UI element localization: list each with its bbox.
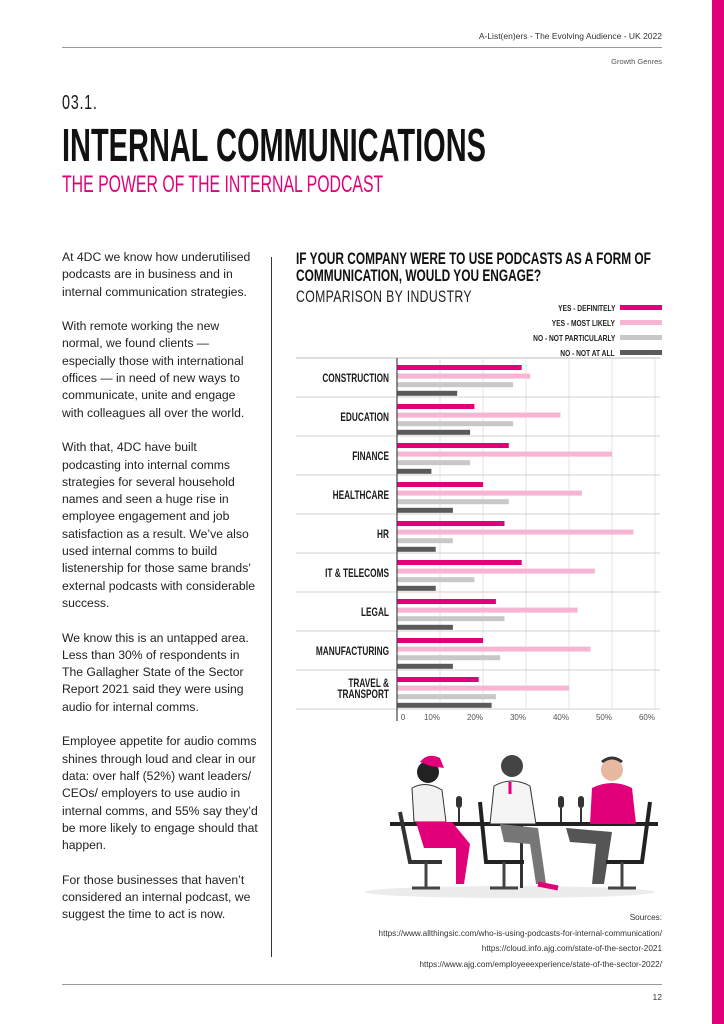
legend-item xyxy=(510,300,662,315)
bar xyxy=(397,599,496,604)
category-label: HR xyxy=(377,528,389,542)
bar xyxy=(397,664,453,669)
category-label: FINANCE xyxy=(352,450,389,464)
sources-label: Sources: xyxy=(629,913,662,922)
legend-label: NO - NOT PARTICULARLY xyxy=(532,332,615,343)
bar xyxy=(397,443,509,448)
chart-subtitle: COMPARISON BY INDUSTRY xyxy=(296,287,472,306)
bar xyxy=(397,430,470,435)
bar xyxy=(397,569,595,574)
x-tick-label: 10% xyxy=(423,713,441,722)
page-subtitle: THE POWER OF THE INTERNAL PODCAST xyxy=(62,171,384,198)
bar xyxy=(397,625,453,630)
bar xyxy=(397,547,436,552)
x-tick-label: 60% xyxy=(638,713,656,722)
footer-divider xyxy=(62,984,662,985)
body-paragraph: With that, 4DC have built podcasting into internal comms strategies for several household names and seen a huge rise in employee engagement and job satisfaction as a result. We’ve also used internal comms to build listenership for those same brands’ external podcasts with considerable success. xyxy=(62,440,256,610)
bar xyxy=(397,365,522,370)
bar xyxy=(397,452,612,457)
body-paragraph: We know this is an untapped area. Less than 30% of respondents in The Gallagher State of the Sector Report 2021 said they were using audio for internal comms. xyxy=(62,630,249,714)
bar xyxy=(397,638,483,643)
bar xyxy=(397,677,479,682)
bar xyxy=(397,374,530,379)
bar xyxy=(397,460,470,465)
chart-legend xyxy=(510,300,662,360)
page-title: INTERNAL COMMUNICATIONS xyxy=(62,119,486,171)
legend-label: YES - DEFINITELY xyxy=(557,302,615,313)
category-label: HEALTHCARE xyxy=(332,489,389,503)
page-number: 12 xyxy=(652,992,662,1002)
legend-label: YES - MOST LIKELY xyxy=(551,317,615,328)
x-tick-label: 0 xyxy=(400,713,406,722)
bar xyxy=(397,560,522,565)
legend-item xyxy=(510,315,662,330)
bar xyxy=(397,694,496,699)
section-number: 03.1. xyxy=(62,92,98,114)
bar xyxy=(397,586,436,591)
body-paragraph: For those businesses that haven’t considered an internal podcast, we suggest the time to act is now. xyxy=(62,872,251,922)
category-label: CONSTRUCTION xyxy=(322,372,389,386)
bar xyxy=(397,508,453,513)
header-title: A-List(en)ers - The Evolving Audience - UK 2022 xyxy=(478,31,662,41)
source-link[interactable]: https://cloud.info.ajg.com/state-of-the-sector-2021 xyxy=(481,944,662,954)
body-text xyxy=(62,249,258,941)
sources xyxy=(379,910,662,972)
bar-chart xyxy=(296,355,666,727)
bar xyxy=(397,413,560,418)
bar xyxy=(397,499,509,504)
x-tick-label: 40% xyxy=(552,713,570,722)
bar xyxy=(397,703,492,708)
bar xyxy=(397,491,582,496)
body-paragraph: Employee appetite for audio comms shines through loud and clear in our data: over half (52%) want leaders/ CEOs/ employers to use audio in internal comms, and 55% say they’d be more likely to engage should that happen. xyxy=(62,734,258,853)
chart-title xyxy=(296,251,651,285)
bar xyxy=(397,382,513,387)
podcast-illustration xyxy=(360,752,660,900)
bar xyxy=(397,577,474,582)
header-divider xyxy=(62,47,662,48)
header-section: Growth Genres xyxy=(611,57,662,66)
category-label: TRANSPORT xyxy=(337,688,389,702)
chart-title-line: COMMUNICATION, WOULD YOU ENGAGE? xyxy=(296,267,542,285)
bar xyxy=(397,521,505,526)
bar xyxy=(397,538,453,543)
bar xyxy=(397,686,569,691)
chart-title-line: IF YOUR COMPANY WERE TO USE PODCASTS AS A FORM OF xyxy=(296,250,651,268)
legend-label: NO - NOT AT ALL xyxy=(560,347,615,358)
body-paragraph: With remote working the new normal, we found clients — especially those with international offices — in need of new ways to communicate, unite and engage with colleagues all over the world. xyxy=(62,319,245,420)
bar xyxy=(397,608,578,613)
side-accent-bar xyxy=(712,0,724,1024)
category-label: TRAVEL & xyxy=(348,677,389,691)
body-paragraph: At 4DC we know how underutilised podcasts are in business and in internal communication strategies. xyxy=(62,250,251,299)
bar xyxy=(397,421,513,426)
bar xyxy=(397,616,505,621)
column-divider xyxy=(271,257,272,957)
x-tick-label: 50% xyxy=(595,713,613,722)
legend-swatch xyxy=(620,335,662,340)
bar xyxy=(397,404,474,409)
legend-item xyxy=(510,330,662,345)
source-link[interactable]: https://www.ajg.com/employeeexperience/state-of-the-sector-2022/ xyxy=(419,959,662,969)
legend-swatch xyxy=(620,320,662,325)
x-tick-label: 20% xyxy=(466,713,484,722)
legend-swatch xyxy=(620,305,662,310)
source-link[interactable]: https://www.allthingsic.com/who-is-using-podcasts-for-internal-communication/ xyxy=(378,928,662,938)
bar xyxy=(397,530,634,535)
x-tick-label: 30% xyxy=(509,713,527,722)
category-label: LEGAL xyxy=(360,606,389,620)
category-label: MANUFACTURING xyxy=(315,645,389,659)
bar xyxy=(397,655,500,660)
bar xyxy=(397,647,591,652)
category-label: IT & TELECOMS xyxy=(325,567,389,581)
category-label: EDUCATION xyxy=(340,411,389,425)
bar xyxy=(397,482,483,487)
bar xyxy=(397,391,457,396)
bar xyxy=(397,469,431,474)
